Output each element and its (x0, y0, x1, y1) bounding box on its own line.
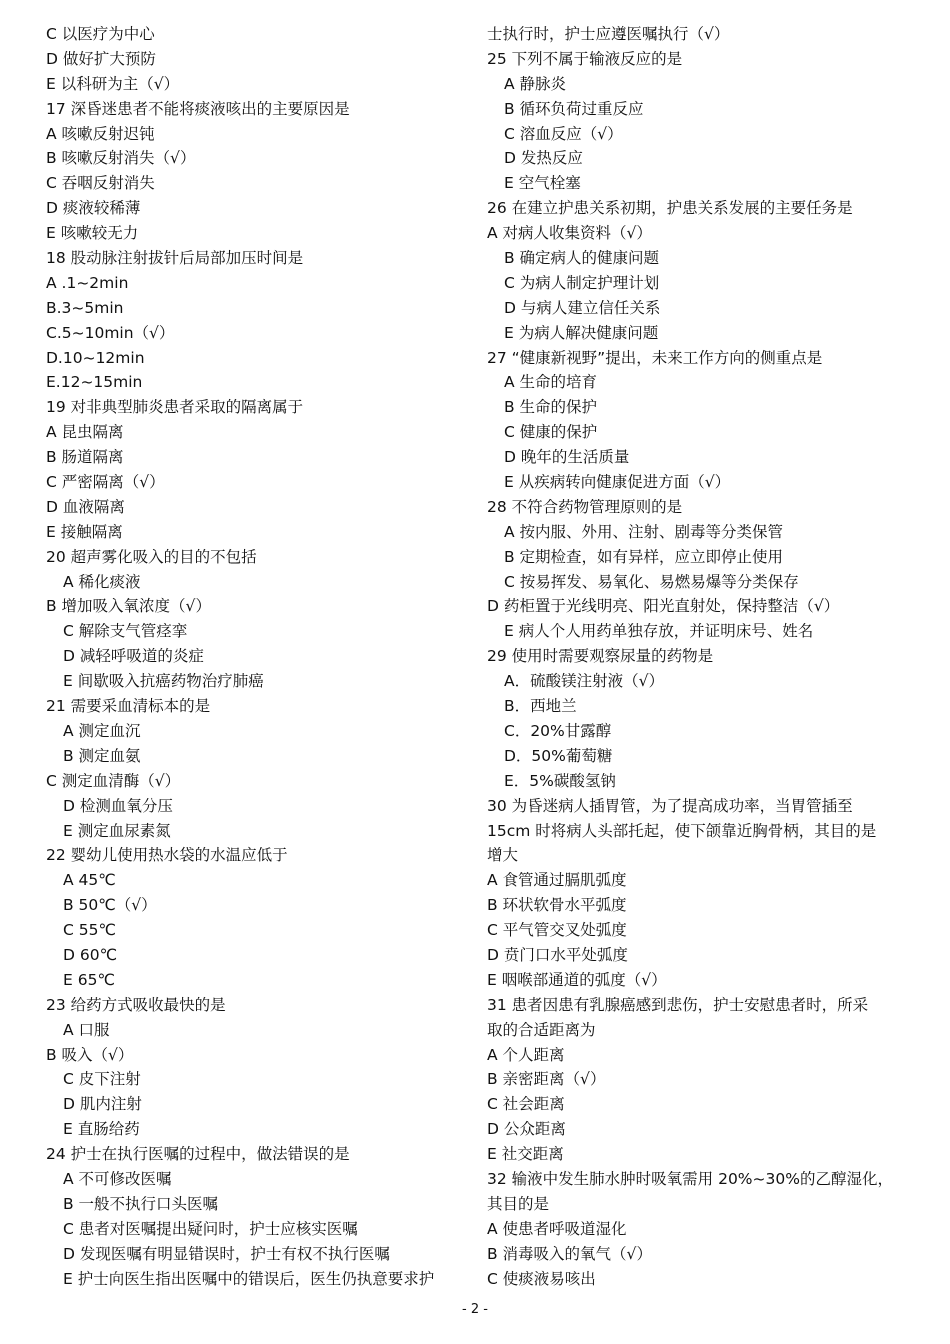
right-column-line: D 公众距离 (487, 1120, 566, 1139)
left-column-line: B 增加吸入氧浓度（√） (46, 597, 211, 616)
left-column-line: E 直肠给药 (63, 1120, 140, 1139)
right-column-line: 32 输液中发生肺水肿时吸氧需用 20%~30%的乙醇湿化， (487, 1169, 893, 1188)
left-column-line: E.12~15min (46, 373, 143, 392)
right-column-line: D 贲门口水平处弧度 (487, 945, 628, 964)
left-column-line: B 吸入（√） (46, 1045, 134, 1064)
right-column-line: E 从疾病转向健康促进方面（√） (504, 473, 731, 492)
left-column-line: A 口服 (63, 1020, 110, 1039)
left-column-line: A .1~2min (46, 273, 129, 292)
left-column-line: 22 婴幼儿使用热水袋的水温应低于 (46, 846, 288, 865)
right-column-line: 31 患者因患有乳腺癌感到悲伤，护士安慰患者时，所采 (487, 995, 869, 1014)
right-column-line: E 病人个人用药单独存放，并证明床号、姓名 (504, 622, 814, 641)
right-column-line: 士执行时，护士应遵医嘱执行（√） (487, 25, 730, 43)
right-column-line: D 药柜置于光线明亮、阳光直射处，保持整洁（√） (487, 597, 840, 616)
right-column-line: E 为病人解决健康问题 (504, 323, 659, 342)
left-column-line: C.5~10min（√） (46, 323, 175, 342)
left-column-line: D 做好扩大预防 (46, 49, 156, 68)
right-column-line: A 按内服、外用、注射、剧毒等分类保管 (504, 522, 784, 541)
left-column-line: B 测定血氨 (63, 746, 141, 765)
right-column (487, 22, 927, 1291)
right-column-line: A 对病人收集资料（√） (487, 224, 652, 243)
right-column-line: 30 为昏迷病人插胃管，为了提高成功率，当胃管插至 (487, 796, 853, 815)
right-column-line: 26 在建立护患关系初期，护患关系发展的主要任务是 (487, 199, 853, 218)
right-column-line: C 溶血反应（√） (504, 124, 623, 143)
right-column-line: B 循环负荷过重反应 (504, 99, 644, 118)
left-column-line: A 稀化痰液 (63, 572, 141, 591)
left-column-line: E 护士向医生指出医嘱中的错误后，医生仍执意要求护 (63, 1269, 435, 1288)
left-column-line: 24 护士在执行医嘱的过程中，做法错误的是 (46, 1145, 350, 1164)
left-column-line: D 发现医嘱有明显错误时，护士有权不执行医嘱 (63, 1244, 390, 1263)
left-column-line: B 咳嗽反射消失（√） (46, 149, 196, 168)
right-column-line: D 发热反应 (504, 149, 583, 168)
left-column-line: C 测定血清酶（√） (46, 771, 181, 790)
left-column-line: A 昆虫隔离 (46, 423, 124, 442)
right-column-line: B．西地兰 (504, 697, 577, 716)
left-column-line: E 接触隔离 (46, 522, 123, 541)
left-column-line: C 解除支气管痉挛 (63, 622, 188, 641)
right-column-line: D 晚年的生活质量 (504, 448, 630, 467)
left-column-line: E 65℃ (63, 970, 115, 989)
right-column-line: C 健康的保护 (504, 423, 598, 442)
left-column-line: C 以医疗为中心 (46, 25, 155, 43)
right-column-line: B 环状软骨水平弧度 (487, 896, 627, 915)
right-column-line: C 社会距离 (487, 1095, 565, 1114)
right-column-line: A 使患者呼吸道湿化 (487, 1219, 627, 1238)
left-column-line: B 肠道隔离 (46, 448, 124, 467)
right-column-line: A．硫酸镁注射液（√） (504, 672, 664, 691)
right-column-line: C 按易挥发、易氧化、易燃易爆等分类保存 (504, 572, 799, 591)
left-column-line: 17 深昏迷患者不能将痰液咳出的主要原因是 (46, 99, 350, 118)
left-column-line: C 患者对医嘱提出疑问时，护士应核实医嘱 (63, 1219, 358, 1238)
right-column-line: A 食管通过膈肌弧度 (487, 871, 627, 890)
left-column-line: 21 需要采血清标本的是 (46, 697, 211, 716)
right-column-line: D．50%葡萄糖 (504, 746, 613, 765)
right-column-line: A 静脉炎 (504, 74, 567, 93)
left-column-line: 18 股动脉注射拔针后局部加压时间是 (46, 249, 304, 268)
right-column-line: 取的合适距离为 (487, 1020, 596, 1039)
left-column-line: C 严密隔离（√） (46, 473, 165, 492)
left-column-line: A 咳嗽反射迟钝 (46, 124, 155, 143)
right-column-line: C 为病人制定护理计划 (504, 273, 660, 292)
left-column-line: 19 对非典型肺炎患者采取的隔离属于 (46, 398, 304, 417)
left-column-line: E 咳嗽较无力 (46, 224, 139, 243)
left-column-line: E 测定血尿素氮 (63, 821, 171, 840)
left-column-line: D 检测血氧分压 (63, 796, 173, 815)
left-column-line: D 痰液较稀薄 (46, 199, 141, 218)
left-column-line: D 60℃ (63, 945, 117, 964)
left-column-line: A 不可修改医嘱 (63, 1169, 172, 1188)
left-column-line: C 55℃ (63, 921, 116, 940)
right-column-line: D 与病人建立信任关系 (504, 298, 661, 317)
left-column-line: D 肌内注射 (63, 1095, 142, 1114)
right-column-line: 增大 (487, 846, 519, 865)
left-column-line: C 吞咽反射消失 (46, 174, 155, 193)
right-column-line: C．20%甘露醇 (504, 721, 612, 740)
right-column-line: B 定期检查，如有异样，应立即停止使用 (504, 547, 784, 566)
left-column-line: B 一般不执行口头医嘱 (63, 1194, 219, 1213)
left-column-line: 20 超声雾化吸入的目的不包括 (46, 547, 257, 566)
right-column-line: 28 不符合药物管理原则的是 (487, 497, 683, 516)
left-column-line: B.3~5min (46, 298, 124, 317)
left-column-line: 23 给药方式吸收最快的是 (46, 995, 226, 1014)
right-column-line: B 亲密距离（√） (487, 1070, 606, 1089)
left-column-line: A 测定血沉 (63, 721, 141, 740)
right-column-line: 29 使用时需要观察尿量的药物是 (487, 647, 714, 666)
right-column-line: E 空气栓塞 (504, 174, 581, 193)
right-column-line: 其目的是 (487, 1194, 550, 1213)
right-column-line: 25 下列不属于输液反应的是 (487, 49, 683, 68)
right-column-line: 15cm 时将病人头部托起，使下颌靠近胸骨柄，其目的是 (487, 821, 877, 840)
right-column-line: B 消毒吸入的氧气（√） (487, 1244, 652, 1263)
right-column-line: E 咽喉部通道的弧度（√） (487, 970, 667, 989)
left-column-line: B 50℃（√） (63, 896, 157, 915)
right-column-line: B 生命的保护 (504, 398, 598, 417)
right-column-line: 27 “健康新视野”提出，未来工作方向的侧重点是 (487, 348, 823, 367)
left-column-line: E 以科研为主（√） (46, 74, 180, 93)
left-column-line: D 血液隔离 (46, 497, 125, 516)
left-column (46, 22, 466, 1291)
right-column-line: A 个人距离 (487, 1045, 565, 1064)
left-column-line: D.10~12min (46, 348, 145, 367)
right-column-line: C 使痰液易咳出 (487, 1269, 596, 1288)
right-column-line: A 生命的培育 (504, 373, 598, 392)
left-column-line: D 减轻呼吸道的炎症 (63, 647, 204, 666)
left-column-line: C 皮下注射 (63, 1070, 141, 1089)
right-column-line: E．5%碳酸氢钠 (504, 771, 616, 790)
left-column-line: A 45℃ (63, 871, 116, 890)
left-column-line: E 间歇吸入抗癌药物治疗肺癌 (63, 672, 264, 691)
right-column-line: E 社交距离 (487, 1145, 564, 1164)
page-number: - 2 - (462, 1302, 488, 1317)
right-column-line: C 平气管交叉处弧度 (487, 921, 627, 940)
right-column-line: B 确定病人的健康问题 (504, 249, 660, 268)
